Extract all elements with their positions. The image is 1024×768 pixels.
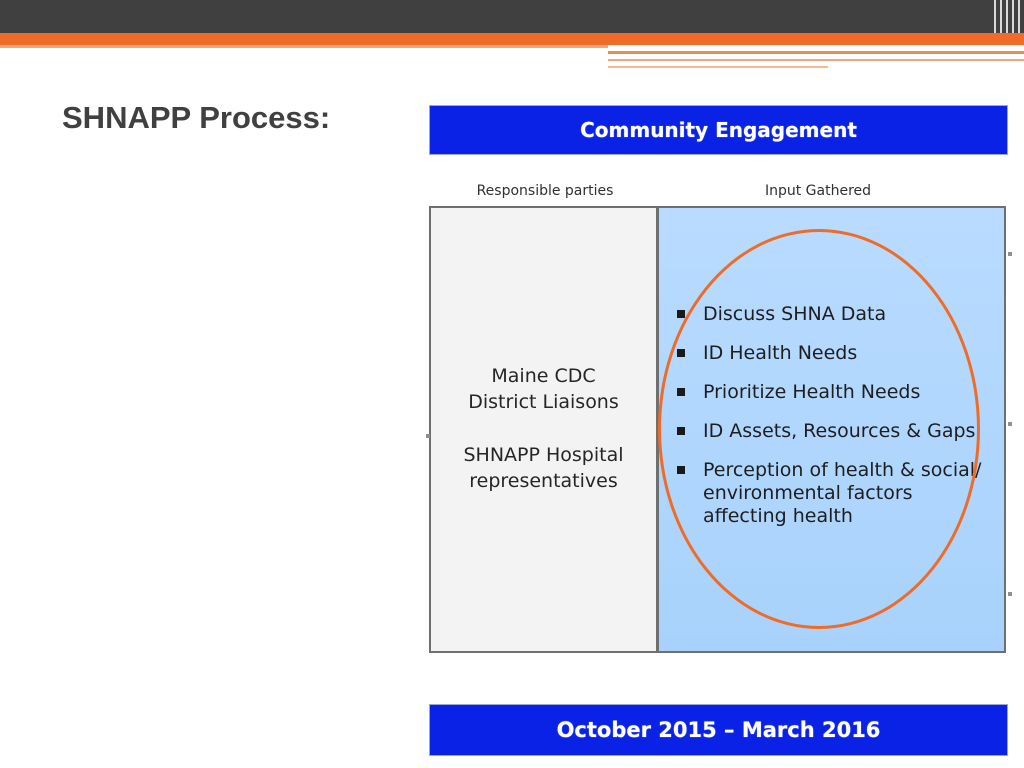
input-gathered-panel (657, 206, 1006, 653)
input-item: ID Health Needs (673, 342, 998, 365)
edge-mark (1008, 422, 1012, 426)
edge-mark (426, 434, 430, 438)
input-list (673, 303, 998, 544)
party-district-liaisons: Maine CDC District Liaisons (468, 365, 619, 413)
edge-mark (1008, 592, 1012, 596)
timeframe-banner: October 2015 – March 2016 (429, 704, 1008, 756)
input-item: ID Assets, Resources & Gaps (673, 420, 998, 443)
input-item: Prioritize Health Needs (673, 381, 998, 404)
input-gathered-header: Input Gathered (764, 183, 872, 199)
header-bar (0, 0, 1024, 33)
slide-title: SHNAPP Process: (62, 100, 331, 135)
accent-lines (608, 45, 1024, 70)
party-hospital-representatives: SHNAPP Hospital representatives (463, 444, 624, 492)
accent-band (0, 33, 1024, 45)
input-item: Perception of health & social/ environmental factors affecting health (673, 459, 998, 528)
accent-line (0, 45, 608, 48)
responsible-parties-header: Responsible parties (476, 183, 614, 199)
edge-mark (1008, 252, 1012, 256)
community-engagement-banner: Community Engagement (429, 105, 1008, 155)
input-item: Discuss SHNA Data (673, 303, 998, 326)
responsible-parties-panel (429, 206, 658, 653)
